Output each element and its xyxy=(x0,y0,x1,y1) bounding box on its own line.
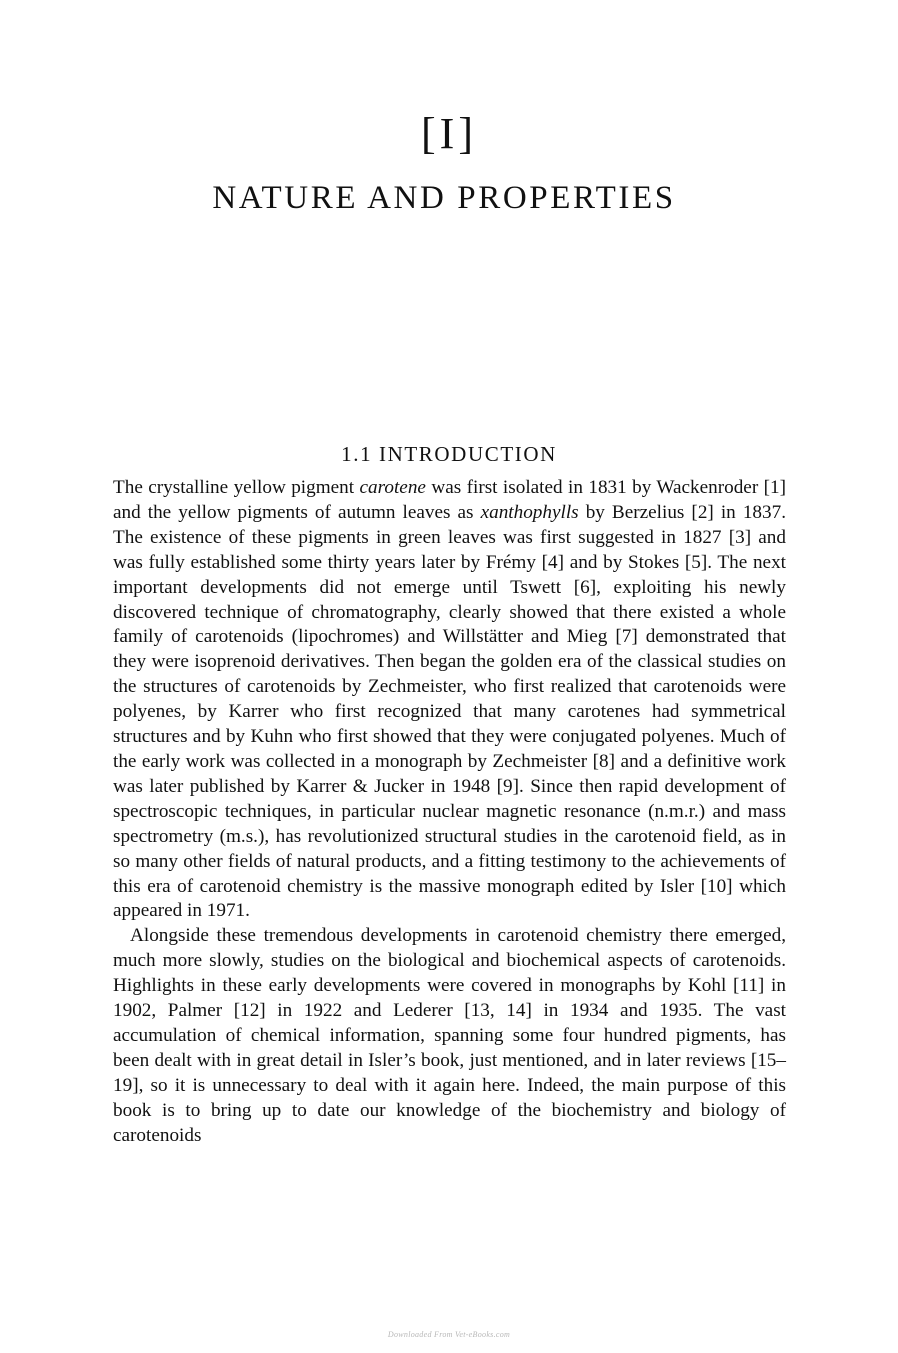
download-watermark: Downloaded From Vet-eBooks.com xyxy=(387,1330,511,1339)
section-heading: 1.1 INTRODUCTION xyxy=(341,442,557,466)
term-xanthophylls: xanthophylls xyxy=(480,501,579,523)
paragraph-1-text-a: The crystalline yellow pigment xyxy=(113,477,360,498)
chapter-title: NATURE AND PROPERTIES xyxy=(212,180,676,216)
paragraph-1 xyxy=(113,476,786,924)
paragraph-1-text-c: by Berzelius [2] in 1837. The existence of these pigments in green leaves was first suggested in 1827 [3] and was fully established some thirty years later by Frémy [4] and by Stokes [5]. The next important developments did not emerge until Tswett [6], exploiting his newly discovered technique of chromatography, clearly showed that there existed a whole family of carotenoids (lipochromes) and Willstätter and Mieg [7] demonstrated that they were isoprenoid derivatives. Then began the golden era of the classical studies on the structures of carotenoids by Zechmeister, who first realized that carotenoids were polyenes, by Karrer who first recognized that many carotenes had symmetrical structures and by Kuhn who first showed that they were conjugated polyenes. Much of the early work was collected in a monograph by Zechmeister [8] and a definitive work was later published by Karrer & Jucker in 1948 [9]. Since then rapid development of spectroscopic techniques, in particular nuclear magnetic resonance (n.m.r.) and mass spectrometry (m.s.), has revolutionized structural studies in the carotenoid field, as in so many other fields of natural products, and a fitting testimony to the achievements of this era of carotenoid chemistry is the massive monograph edited by Isler [10] which appeared in 1971. xyxy=(113,501,786,922)
paragraph-1-text-b: was first isolated in 1831 by Wackenroder [1] and the yellow pigments of autumn leaves as xyxy=(113,477,786,523)
term-carotene: carotene xyxy=(359,477,426,498)
paragraph-2: Alongside these tremendous developments in carotenoid chemistry there emerged, much more slowly, studies on the biological and biochemical aspects of carotenoids. Highlights in these early developments were covered in monographs by Kohl [11] in 1902, Palmer [12] in 1922 and Lederer [13, 14] in 1934 and 1935. The vast accumulation of chemical information, spanning some four hundred pigments, has been dealt with in great detail in Isler’s book, just mentioned, and in later reviews [15–19], so it is unnecessary to deal with it again here. Indeed, the main purpose of this book is to bring up to date our knowledge of the biochemistry and biology of carotenoids xyxy=(113,925,786,1146)
body-text xyxy=(113,476,786,1148)
chapter-number: [I] xyxy=(421,109,477,158)
